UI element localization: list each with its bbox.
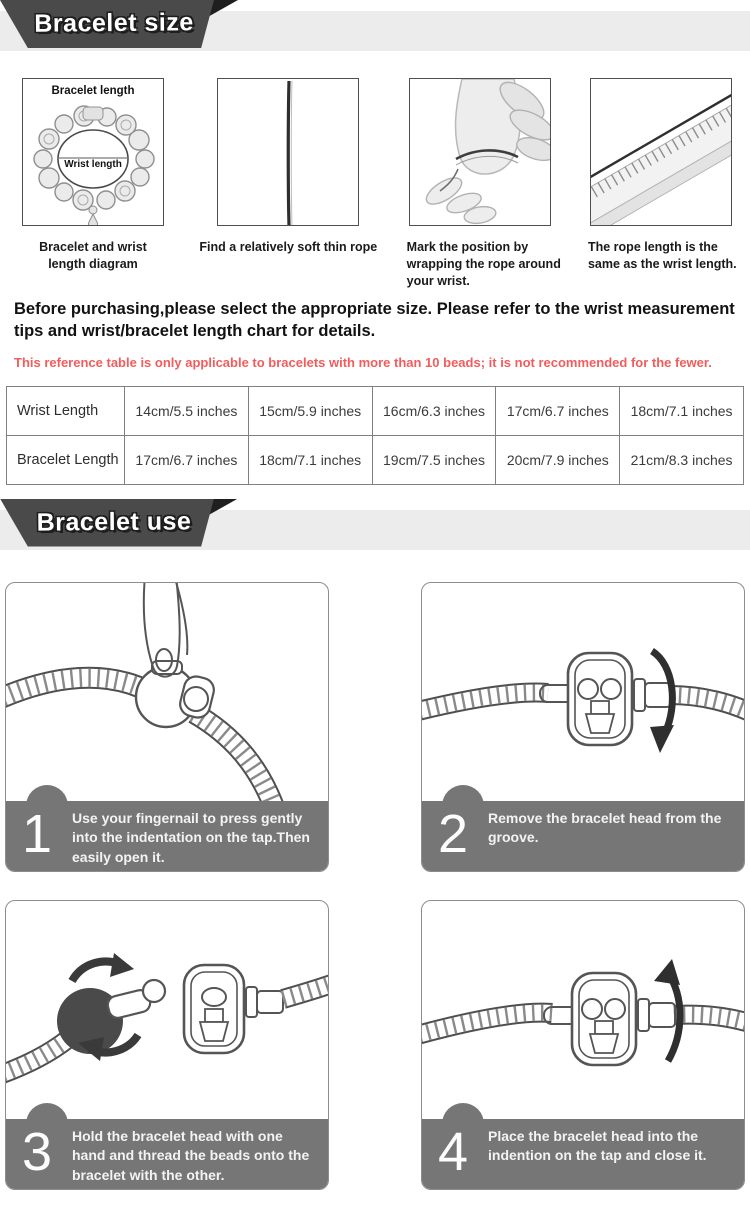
wrist-cell: 14cm/5.5 inches	[125, 386, 249, 435]
remove-head-illustration	[422, 583, 744, 801]
figure-bracelet-diagram	[4, 78, 182, 290]
bracelet-cell: 19cm/7.5 inches	[372, 435, 496, 484]
rope-box	[217, 78, 359, 226]
bracelet-size-banner	[0, 0, 750, 56]
step-text: Remove the bracelet head from the groove.	[488, 809, 722, 846]
wrist-cell: 17cm/6.7 inches	[496, 386, 620, 435]
step-3-panel	[5, 900, 329, 1190]
bottom-whitespace	[0, 1190, 750, 1214]
thread-beads-illustration	[6, 901, 328, 1119]
step-number: 3	[21, 1121, 53, 1182]
bracelet-cell: 21cm/8.3 inches	[620, 435, 744, 484]
step-4-caption-bar	[422, 1119, 744, 1190]
step-2-illustration	[422, 583, 744, 801]
wrist-cell: 15cm/5.9 inches	[248, 386, 372, 435]
wrist-length-label: Wrist length	[64, 159, 122, 170]
ruler-box	[590, 78, 732, 226]
charm-bracelet-illustration	[23, 79, 163, 226]
sizing-intro-text: Before purchasing,please select the appropriate size. Please refer to the wrist measurement tips and wrist/bracelet length chart for details.	[14, 300, 735, 341]
step-3-caption-bar	[6, 1119, 328, 1190]
step-text: Hold the bracelet head with one hand and thread the beads onto the bracelet with the other.	[72, 1127, 310, 1184]
bracelet-diagram-box	[22, 78, 164, 226]
bracelet-cell: 18cm/7.1 inches	[248, 435, 372, 484]
ruler-illustration	[591, 79, 731, 226]
step-4-illustration	[422, 901, 744, 1119]
bracelet-length-label: Bracelet length	[51, 85, 135, 97]
close-clasp-illustration	[422, 901, 744, 1119]
bracelet-length-header: Bracelet Length	[7, 435, 125, 484]
press-clasp-illustration	[6, 583, 328, 801]
figure-caption: Bracelet and wrist length diagram	[39, 240, 147, 271]
bracelet-cell: 20cm/7.9 inches	[496, 435, 620, 484]
step-1-panel	[5, 582, 329, 872]
wrist-wrap-illustration	[410, 79, 550, 226]
step-text: Use your fingernail to press gently into the indentation on the tap.Then easily open it.	[72, 809, 310, 866]
step-number: 2	[437, 803, 469, 864]
step-4-panel	[421, 900, 745, 1190]
bracelet-use-banner	[0, 499, 750, 555]
figure-rope	[193, 78, 383, 290]
figure-ruler	[576, 78, 746, 290]
table-row-bracelet	[7, 435, 744, 484]
table-row-wrist	[7, 386, 744, 435]
wrist-cell: 16cm/6.3 inches	[372, 386, 496, 435]
bracelet-cell: 17cm/6.7 inches	[125, 435, 249, 484]
rope-illustration	[218, 79, 358, 226]
figure-wrist-wrap	[395, 78, 565, 290]
step-number: 1	[21, 803, 53, 864]
usage-steps-grid	[0, 582, 750, 1190]
figure-caption: Mark the position by wrapping the rope around your wrist.	[406, 240, 561, 288]
figure-caption: Find a relatively soft thin rope	[199, 240, 378, 254]
step-3-illustration	[6, 901, 328, 1119]
step-2-caption-bar	[422, 801, 744, 871]
reference-note-text: This reference table is only applicable to bracelets with more than 10 beads; it is not recommended for the fewer.	[14, 354, 712, 370]
wrist-length-header: Wrist Length	[7, 386, 125, 435]
wrist-cell: 18cm/7.1 inches	[620, 386, 744, 435]
step-number: 4	[437, 1121, 469, 1182]
bracelet-use-title: Bracelet use	[36, 506, 192, 537]
measurement-figures-row	[0, 78, 750, 290]
size-chart-table	[6, 386, 744, 485]
bracelet-size-title: Bracelet size	[34, 8, 194, 38]
step-1-illustration	[6, 583, 328, 801]
wrist-wrap-box	[409, 78, 551, 226]
step-2-panel	[421, 582, 745, 872]
step-1-caption-bar	[6, 801, 328, 871]
step-text: Place the bracelet head into the indention on the tap and close it.	[488, 1127, 707, 1164]
figure-caption: The rope length is the same as the wrist length.	[587, 240, 737, 271]
